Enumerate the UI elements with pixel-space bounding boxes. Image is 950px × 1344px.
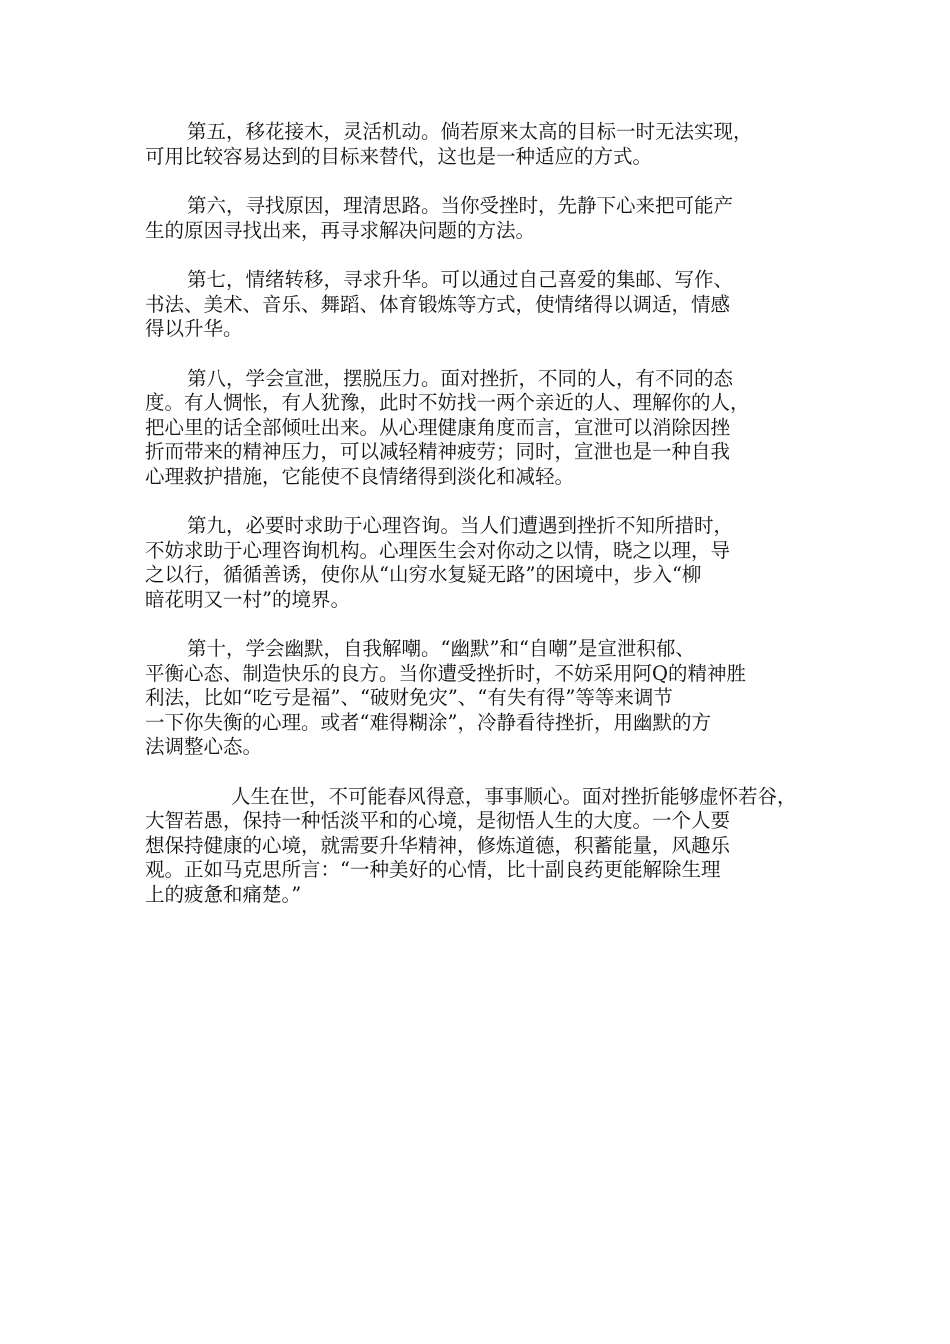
text-line: 度。有人惆怅，有人犹豫，此时不妨找一两个亲近的人、理解你的人， (145, 391, 750, 414)
text-line: 第六，寻找原因，理清思路。当你受挫时，先静下心来把可能产 (187, 194, 734, 217)
text-line: 第八，学会宣泄，摆脱压力。面对挫折，不同的人，有不同的态 (187, 366, 734, 390)
paragraph-5 (145, 120, 825, 169)
text-line: 第十，学会幽默，自我解嘲。“幽默”和“自嘲”是宣泄积郁、 (187, 637, 695, 660)
text-line: 不妨求助于心理咨询机构。心理医生会对你动之以情，晓之以理，导 (145, 538, 731, 562)
text-line: 上的疲惫和痛楚。” (145, 882, 302, 906)
text-line: 一下你失衡的心理。或者“难得糊涂”，冷静看待挫折，用幽默的方 (145, 710, 711, 734)
text-line: 得以升华。 (145, 317, 243, 340)
paragraph-conclusion (145, 785, 825, 908)
text-line: 想保持健康的心境，就需要升华精神，修炼道德，积蓄能量，风趣乐 (145, 833, 731, 857)
text-line: 人生在世，不可能春风得意，事事顺心。面对挫折能够虚怀若谷， (231, 784, 797, 808)
text-line: 之以行，循循善诱，使你从“山穷水复疑无路”的困境中，步入“柳 (145, 563, 702, 586)
text-line: 生的原因寻找出来，再寻求解决问题的方法。 (145, 218, 536, 242)
text-line: 利法，比如“吃亏是福”、“破财免灾”、“有失有得”等等来调节 (145, 686, 673, 709)
document-page (145, 120, 825, 932)
text-line: 平衡心态、制造快乐的良方。当你遭受挫折时，不妨采用阿Q的精神胜 (145, 661, 746, 685)
paragraph-10 (145, 637, 825, 760)
paragraph-9 (145, 514, 825, 612)
text-line: 书法、美术、音乐、舞蹈、体育锻炼等方式，使情绪得以调适，情感 (145, 292, 731, 316)
text-line: 第九，必要时求助于心理咨询。当人们遭遇到挫折不知所措时， (187, 514, 734, 537)
text-line: 暗花明又一村”的境界。 (145, 587, 350, 611)
text-line: 可用比较容易达到的目标来替代，这也是一种适应的方式。 (145, 144, 653, 168)
paragraph-6 (145, 194, 825, 243)
text-line: 把心里的话全部倾吐出来。从心理健康角度而言，宣泄可以消除因挫 (145, 415, 731, 439)
text-line: 第七，情绪转移，寻求升华。可以通过自己喜爱的集邮、写作、 (187, 268, 734, 291)
text-line: 心理救护措施，它能使不良情绪得到淡化和减轻。 (145, 464, 575, 488)
text-line: 法调整心态。 (145, 735, 263, 758)
text-line: 第五，移花接木，灵活机动。倘若原来太高的目标一时无法实现， (187, 120, 753, 143)
paragraph-8 (145, 367, 825, 490)
paragraph-7 (145, 268, 825, 342)
text-line: 观。正如马克思所言：“一种美好的心情，比十副良药更能解除生理 (145, 858, 721, 881)
text-line: 折而带来的精神压力，可以减轻精神疲劳；同时，宣泄也是一种自我 (145, 440, 731, 463)
text-line: 大智若愚，保持一种恬淡平和的心境，是彻悟人生的大度。一个人要 (145, 809, 731, 832)
